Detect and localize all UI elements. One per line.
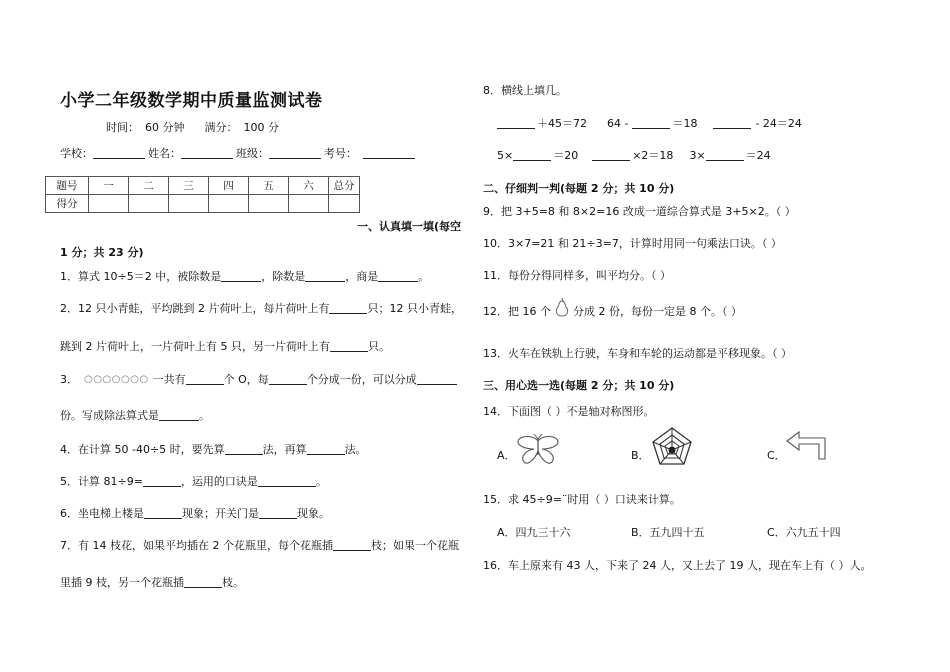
q7-text-d: 枝。 xyxy=(222,576,244,589)
question-4 xyxy=(60,441,367,457)
q8-eq-6a: 3× xyxy=(689,148,706,162)
q8-eq-3: - 24＝24 xyxy=(755,117,802,130)
q3-text-c: 个 O，每 xyxy=(223,373,269,386)
school-blank[interactable] xyxy=(93,147,145,159)
q12-text-b: 分成 2 份，每份一定是 8 个。（ ） xyxy=(573,305,742,318)
q3-text-d: 个分成一份，可以分成 xyxy=(306,373,417,386)
class-blank[interactable] xyxy=(269,147,321,159)
school-label: 学校： xyxy=(60,147,93,160)
q8-row-2 xyxy=(497,147,771,163)
q8-blank-5[interactable] xyxy=(592,149,630,161)
score-header-cell: 题号 xyxy=(46,177,89,195)
score-table xyxy=(45,176,360,213)
q8-blank-6[interactable] xyxy=(706,149,744,161)
question-2-line-2 xyxy=(60,338,390,354)
q3-circles: ○○○○○○○ xyxy=(84,373,149,385)
score-cell[interactable] xyxy=(169,195,209,213)
q5-text-c: 。 xyxy=(315,475,327,488)
exam-no-blank[interactable] xyxy=(363,147,415,159)
section1-title-a: 一、认真填一填(每空 xyxy=(357,220,462,233)
score-header-cell: 一 xyxy=(89,177,129,195)
time-value: 60 分钟 xyxy=(145,121,185,134)
q8-blank-3[interactable] xyxy=(713,117,751,129)
q14-option-b[interactable]: B． xyxy=(631,449,650,462)
exam-no-label: 考号： xyxy=(324,147,357,160)
question-16: 16．车上原来有 43 人，下来了 24 人，又上去了 19 人，现在车上有（ ）人。 xyxy=(483,559,872,572)
q15-option-a[interactable]: A．四九三十六 xyxy=(497,526,571,539)
q6-text-b: 现象；开关门是 xyxy=(182,507,259,520)
exam-meta xyxy=(106,119,279,135)
q7-text-a: 7．有 14 枝花，如果平均插在 2 个花瓶里，每个花瓶插 xyxy=(60,539,333,552)
score-header-cell: 二 xyxy=(129,177,169,195)
q2-blank-1[interactable] xyxy=(329,302,367,314)
question-13: 13．火车在铁轨上行驶，车身和车轮的运动都是平移现象。（ ） xyxy=(483,347,792,360)
question-11: 11．每份分得同样多，叫平均分。（ ） xyxy=(483,269,671,282)
student-info xyxy=(60,145,415,161)
score-header-cell: 三 xyxy=(169,177,209,195)
q8-eq-4a: 5× xyxy=(497,148,514,162)
q14-option-c[interactable]: C． xyxy=(767,449,786,462)
q7-blank-1[interactable] xyxy=(333,539,371,551)
q8-blank-1[interactable] xyxy=(497,117,535,129)
q1-text-b: ，除数是 xyxy=(261,270,306,283)
q6-blank-2[interactable] xyxy=(259,507,297,519)
section3-title: 三、用心选一选(每题 2 分；共 10 分) xyxy=(483,379,675,392)
q4-text-c: 法。 xyxy=(344,443,367,456)
q2-blank-2[interactable] xyxy=(330,340,368,352)
q6-text-c: 现象。 xyxy=(297,507,330,520)
q8-eq-4b: ＝20 xyxy=(553,149,579,162)
q5-blank-2[interactable] xyxy=(258,475,316,487)
q8-eq-5: ×2＝18 xyxy=(632,149,674,162)
q8-eq-1: ＋45＝72 xyxy=(537,117,587,130)
q1-text-d: 。 xyxy=(418,270,430,283)
question-12 xyxy=(483,300,742,322)
q4-blank-2[interactable] xyxy=(307,443,345,455)
score-header-cell: 四 xyxy=(209,177,249,195)
q7-blank-2[interactable] xyxy=(184,576,222,588)
page-title: 小学二年级数学期中质量监测试卷 xyxy=(60,91,323,111)
q3-blank-4[interactable] xyxy=(159,409,199,421)
q3-blank-2[interactable] xyxy=(269,373,307,385)
q1-text-c: ，商是 xyxy=(345,270,379,283)
name-blank[interactable] xyxy=(181,147,233,159)
score-cell[interactable] xyxy=(209,195,249,213)
score-label: 满分： xyxy=(204,121,238,134)
q8-blank-2[interactable] xyxy=(632,117,670,129)
q3-text-e: 份。写成除法算式是 xyxy=(60,409,159,422)
spiderweb-icon xyxy=(651,426,693,470)
question-14: 14．下面图（ ）不是轴对称图形。 xyxy=(483,405,655,418)
q1-blank-2[interactable] xyxy=(305,270,345,282)
q15-option-c[interactable]: C．六九五十四 xyxy=(767,526,841,539)
arrow-left-icon xyxy=(785,431,829,465)
q3-text-f: 。 xyxy=(199,409,210,422)
q8-row-1 xyxy=(497,115,802,131)
question-5 xyxy=(60,473,327,489)
q8-title: 8．横线上填几。 xyxy=(483,84,567,97)
q4-blank-1[interactable] xyxy=(225,443,263,455)
score-cell[interactable] xyxy=(289,195,329,213)
score-cell[interactable] xyxy=(329,195,360,213)
score-header-cell: 六 xyxy=(289,177,329,195)
question-2-line-1 xyxy=(60,300,462,316)
question-7-line-1 xyxy=(60,537,459,553)
q6-blank-1[interactable] xyxy=(144,507,182,519)
q8-eq-2b: ＝18 xyxy=(672,117,698,130)
q12-text-a: 12．把 16 个 xyxy=(483,305,551,318)
q1-blank-1[interactable] xyxy=(221,270,261,282)
question-3-line-2 xyxy=(60,407,210,423)
q3-text-b: 一共有 xyxy=(152,373,186,386)
q3-text-a: 3． xyxy=(60,373,78,386)
q7-text-b: 枝；如果一个花瓶 xyxy=(370,539,459,552)
q8-eq-6b: ＝24 xyxy=(745,149,771,162)
section2-title: 二、仔细判一判(每题 2 分；共 10 分) xyxy=(483,182,675,195)
score-cell[interactable] xyxy=(249,195,289,213)
score-table-row xyxy=(46,195,360,213)
name-label: 姓名： xyxy=(148,147,181,160)
pear-icon xyxy=(553,296,571,318)
q5-text-b: ，运用的口诀是 xyxy=(180,475,258,488)
score-cell[interactable] xyxy=(89,195,129,213)
q7-text-c: 里插 9 枝，另一个花瓶插 xyxy=(60,576,184,589)
q8-eq-2a: 64 - xyxy=(607,116,629,130)
q2-text-d: 只。 xyxy=(367,340,390,353)
q14-option-a[interactable]: A． xyxy=(497,449,516,462)
q4-text-b: 法，再算 xyxy=(262,443,307,456)
score-table-header-row xyxy=(46,177,360,195)
butterfly-icon xyxy=(514,433,562,471)
q3-blank-1[interactable] xyxy=(186,373,224,385)
q15-option-b[interactable]: B．五九四十五 xyxy=(631,526,705,539)
question-7-line-2 xyxy=(60,574,244,590)
question-1 xyxy=(60,268,429,284)
question-15: 15．求 45÷9=¨时用（ ）口诀来计算。 xyxy=(483,493,681,506)
q2-text-b: 只；12 只小青蛙， xyxy=(367,302,462,315)
q5-text-a: 5．计算 81÷9= xyxy=(60,475,143,488)
score-value: 100 分 xyxy=(243,121,279,134)
score-cell[interactable] xyxy=(129,195,169,213)
question-6 xyxy=(60,505,330,521)
section1-title-b: 1 分；共 23 分) xyxy=(60,246,144,259)
class-label: 班级： xyxy=(236,147,269,160)
question-3-line-1 xyxy=(60,371,457,387)
q1-text-a: 1．算式 10÷5＝2 中，被除数是 xyxy=(60,270,222,283)
question-9: 9．把 3+5=8 和 8×2=16 改成一道综合算式是 3+5×2。（ ） xyxy=(483,205,796,218)
q1-blank-3[interactable] xyxy=(378,270,418,282)
score-row-label: 得分 xyxy=(46,195,89,213)
score-header-cell: 总分 xyxy=(329,177,360,195)
score-header-cell: 五 xyxy=(249,177,289,195)
q8-blank-4[interactable] xyxy=(513,149,551,161)
q6-text-a: 6．坐电梯上楼是 xyxy=(60,507,144,520)
q3-blank-3[interactable] xyxy=(417,373,457,385)
q5-blank-1[interactable] xyxy=(143,475,181,487)
q2-text-c: 跳到 2 片荷叶上，一片荷叶上有 5 只，另一片荷叶上有 xyxy=(60,340,330,353)
question-10: 10．3×7=21 和 21÷3=7，计算时用同一句乘法口诀。（ ） xyxy=(483,237,782,250)
q4-text-a: 4．在计算 50 -40÷5 时，要先算 xyxy=(60,443,225,456)
q2-text-a: 2．12 只小青蛙，平均跳到 2 片荷叶上，每片荷叶上有 xyxy=(60,302,330,315)
time-label: 时间： xyxy=(106,121,139,134)
